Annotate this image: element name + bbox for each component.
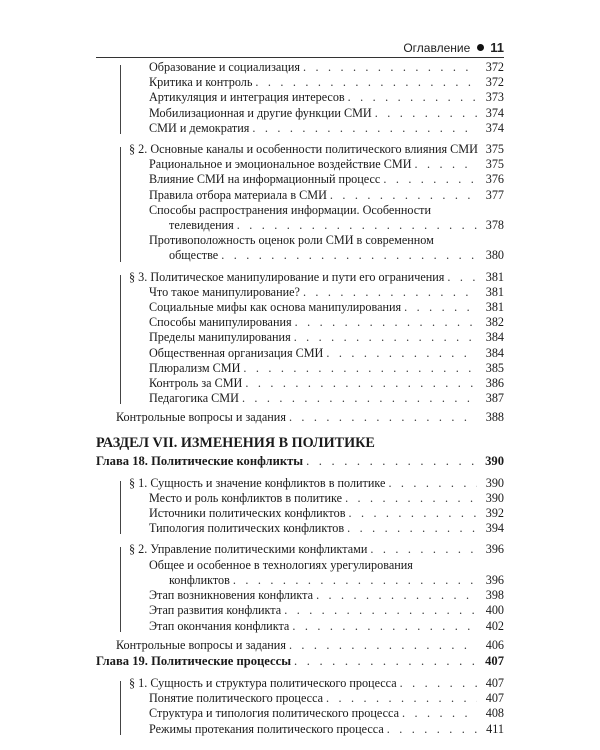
toc-group-ch19-section-1 [120,676,504,737]
toc-section-entry[interactable] [129,676,504,691]
leader-dots [388,476,477,491]
toc-entry-page: 396 [485,572,504,587]
toc-entry-page: 376 [485,172,504,187]
toc-entry-title-continuation: конфликтов [169,572,230,587]
toc-part-heading[interactable]: РАЗДЕЛ VII. ИЗМЕНЕНИЯ В ПОЛИТИКЕ [96,434,375,451]
toc-entry-title: § 2. Управление политическими конфликтами [129,542,368,557]
leader-dots [370,542,477,557]
toc-entry-page: 407 [485,691,504,706]
toc-entry-page: 411 [486,721,504,736]
toc-group-section-3 [120,270,504,407]
leader-dots [345,491,477,506]
toc-entry[interactable] [149,300,504,315]
toc-entry-title: Артикуляция и интеграция интересов [149,90,345,105]
toc-entry-page: 400 [485,603,504,618]
leader-dots [303,60,477,75]
toc-entry[interactable] [149,285,504,300]
toc-entry[interactable] [149,491,504,506]
toc-entry[interactable] [149,706,504,721]
toc-entry-page: 384 [485,345,504,360]
leader-dots [221,248,477,263]
leader-dots [347,521,477,536]
toc-entry-page: 388 [485,410,504,425]
leader-dots [402,706,477,721]
leader-dots [415,157,478,172]
toc-entry[interactable] [149,588,504,603]
leader-dots [330,188,477,203]
toc-entry-title: Плюрализм СМИ [149,360,241,375]
toc-entry-page: 372 [485,60,504,74]
toc-entry-page: 398 [485,588,504,603]
toc-entry[interactable] [149,521,504,536]
toc-entry[interactable] [149,60,504,75]
leader-dots [316,588,477,603]
toc-entry-title: Место и роль конфликтов в политике [149,490,343,505]
toc-entry-title: Контрольные вопросы и задания [116,637,286,652]
toc-entry-list [129,60,504,136]
toc-entry-list [129,157,504,263]
toc-entry-title: Образование и социализация [149,60,300,74]
leader-dots [326,691,477,706]
leader-dots [243,361,477,376]
toc-entry-page: 374 [485,105,504,120]
leader-dots [295,315,477,330]
toc-entry[interactable] [149,203,504,233]
toc-entry-page: 381 [485,284,504,299]
toc-entry[interactable] [149,619,504,634]
leader-dots [404,300,477,315]
toc-entry[interactable] [149,90,504,105]
toc-entry[interactable] [149,315,504,330]
toc-entry[interactable] [149,172,504,187]
toc-entry-title: § 3. Политическое манипулирование и пути его ограничения [129,269,445,284]
toc-entry-title-continuation: телевидения [169,218,234,233]
leader-dots [375,106,477,121]
leader-dots [289,638,477,653]
bullet-icon [477,44,484,51]
header-rule [96,57,504,58]
toc-entry-page: 396 [485,542,504,557]
leader-dots [348,506,477,521]
toc-entry-title: Глава 19. Политические процессы [96,653,292,668]
toc-entry-title-continuation: обществе [169,248,219,263]
toc-entry-page: 375 [485,142,504,157]
toc-entry-title: § 1. Сущность и значение конфликтов в политике [129,475,386,490]
toc-entry[interactable] [149,722,504,737]
toc-entry-title: Этап окончания конфликта [149,618,290,633]
toc-entry-page: 378 [485,218,504,233]
leader-dots [303,285,477,300]
leader-dots [294,330,477,345]
leader-dots [284,603,477,618]
toc-entry-title: Понятие политического процесса [149,691,324,706]
toc-entry[interactable] [149,330,504,345]
leader-dots [294,653,477,670]
toc-entry[interactable] [149,506,504,521]
toc-entry[interactable] [149,376,504,391]
leader-dots [400,676,477,691]
leader-dots [387,722,477,737]
leader-dots [255,75,477,90]
toc-entry-page: 407 [485,675,504,690]
toc-entry-page: 402 [485,618,504,633]
toc-entry-title: Этап возникновения конфликта [149,588,314,603]
toc-entry-title: Мобилизационная и другие функции СМИ [149,105,372,120]
toc-group-section-2 [120,142,504,264]
toc-entry[interactable] [149,233,504,263]
toc-entry-title: Пределы манипулирования [149,330,291,345]
leader-dots [245,376,477,391]
toc-entry-title: СМИ и демократия [149,120,250,135]
leader-dots [326,346,477,361]
toc-entry-title: Этап развития конфликта [149,603,282,618]
toc-entry-title: Контрольные вопросы и задания [116,410,286,425]
toc-section-entry[interactable] [129,542,504,557]
toc-entry-page: 406 [485,637,504,652]
toc-entry-title: Противоположность оценок роли СМИ в современном [149,233,434,248]
toc-entry-page: 372 [485,75,504,90]
leader-dots [306,453,477,470]
toc-entry-title: Контроль за СМИ [149,376,243,391]
toc-entry-title: Влияние СМИ на информационный процесс [149,172,381,187]
toc-entry[interactable] [149,121,504,136]
toc-entry[interactable] [149,346,504,361]
header-page-number: 11 [490,40,504,55]
toc-entry-title: Способы манипулирования [149,315,292,330]
toc-entry-page: 373 [485,90,504,105]
toc-entry-list [129,285,504,407]
toc-entry-page: 375 [485,157,504,172]
toc-chapter-19[interactable] [96,653,504,670]
toc-entry-page: 408 [485,706,504,721]
toc-entry[interactable] [149,361,504,376]
toc-section-entry[interactable] [129,142,504,157]
toc-entry-title: Способы распространения информации. Особенности [149,202,432,217]
toc-entry-page: 385 [485,360,504,375]
toc-section-entry[interactable] [129,476,504,491]
toc-entry-page: 394 [485,521,504,536]
toc-section-entry[interactable] [129,270,504,285]
leader-dots [237,218,477,233]
toc-chapter-18[interactable] [96,453,504,470]
toc-control-questions[interactable] [96,410,504,425]
toc-control-questions[interactable] [96,638,504,653]
toc-entry[interactable] [149,603,504,618]
toc-entry-page: 390 [485,453,504,468]
table-of-contents [96,60,504,741]
running-header [96,40,504,55]
toc-entry[interactable] [149,691,504,706]
leader-dots [348,90,477,105]
toc-entry-page: 407 [485,653,504,668]
leader-dots [447,270,477,285]
leader-dots [292,619,477,634]
toc-entry[interactable] [149,157,504,172]
toc-entry-title: Типология политических конфликтов [149,521,345,536]
toc-entry-page: 381 [485,300,504,315]
leader-dots [289,410,477,425]
toc-entry-list [129,558,504,634]
toc-entry-title: Глава 18. Политические конфликты [96,453,304,468]
toc-entry-title: Рациональное и эмоциональное воздействие СМИ [149,157,412,172]
leader-dots [252,121,477,136]
toc-entry-page: 390 [485,490,504,505]
toc-entry-title: Общее и особенное в технологиях урегулирования [149,557,413,572]
toc-entry-page: 392 [485,506,504,521]
toc-entry-title: Педагогика СМИ [149,391,239,406]
toc-entry-title: Социальные мифы как основа манипулирования [149,300,402,315]
toc-entry[interactable] [149,391,504,406]
toc-entry-title: Режимы протекания политического процесса [149,721,384,736]
toc-entry-page: 374 [485,120,504,135]
toc-entry-page: 387 [485,391,504,406]
toc-group-ch18-section-2 [120,542,504,633]
toc-entry-title: Источники политических конфликтов [149,506,346,521]
toc-entry-title: Критика и контроль [149,75,253,90]
toc-entry[interactable] [149,75,504,90]
toc-entry-title: Структура и типология политического процесса [149,706,399,721]
toc-entry-title: Что такое манипулирование? [149,284,300,299]
toc-group-ch18-section-1 [120,476,504,537]
toc-entry-page: 390 [485,475,504,490]
toc-entry-list [129,491,504,537]
toc-entry-title: Общественная организация СМИ [149,345,324,360]
toc-entry[interactable] [149,106,504,121]
leader-dots [233,573,477,588]
toc-entry-page: 380 [485,248,504,263]
toc-entry-page: 386 [485,376,504,391]
leader-dots [383,172,477,187]
toc-entry-title: Правила отбора материала в СМИ [149,187,327,202]
header-section-title: Оглавление [403,40,471,55]
toc-entry-title: § 1. Сущность и структура политического процесса [129,675,397,690]
toc-entry[interactable] [149,188,504,203]
toc-entry-page: 382 [485,315,504,330]
toc-entry-page: 381 [485,269,504,284]
toc-group-media-functions [120,60,504,136]
toc-entry-page: 384 [485,330,504,345]
toc-entry-title: § 2. Основные каналы и особенности политического влияния СМИ [129,142,478,157]
toc-entry[interactable] [149,558,504,588]
toc-entry-list [129,691,504,737]
leader-dots [242,391,477,406]
toc-entry-page: 377 [485,187,504,202]
